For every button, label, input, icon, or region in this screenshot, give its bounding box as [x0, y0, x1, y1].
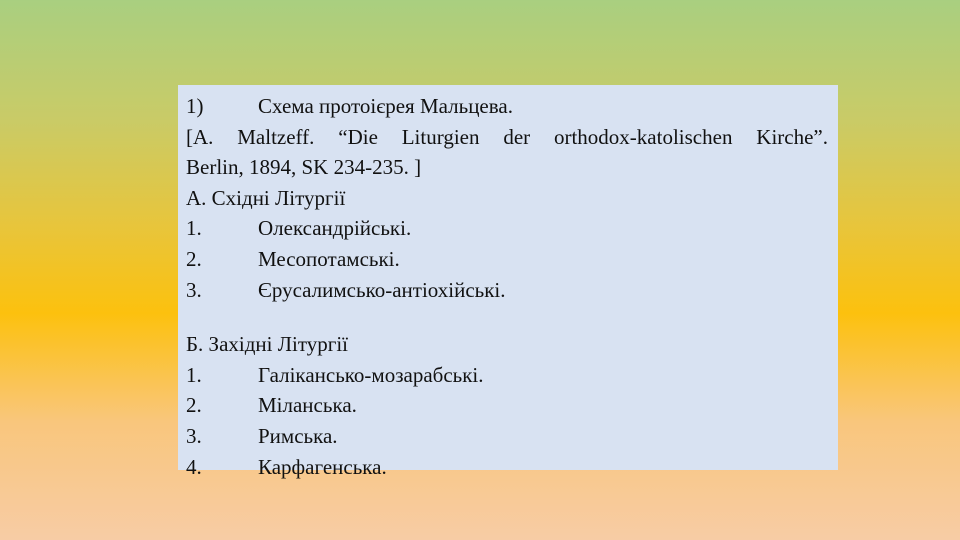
item-text: Міланська. — [258, 393, 357, 418]
source-title: Схема протоієрея Мальцева. — [258, 94, 513, 118]
item-text: Єрусалимсько-антіохійські. — [258, 277, 506, 302]
item-text: Карфагенська. — [258, 454, 387, 479]
item-number: 1. — [186, 362, 202, 387]
western-heading: Б. Західні Літургії — [186, 332, 349, 357]
item-text: Олександрійські. — [258, 216, 412, 241]
item-number: 3. — [186, 277, 202, 302]
section-gap — [186, 305, 828, 329]
citation-line-1: [A. Maltzeff. “Die Liturgien der orthodox-katolischen Kirche”. — [186, 124, 828, 149]
list-item — [186, 244, 828, 275]
item-number: 4. — [186, 454, 202, 479]
list-item — [186, 275, 828, 306]
eastern-heading: А. Східні Літургії — [186, 185, 346, 210]
item-text: Месопотамські. — [258, 246, 400, 271]
item-text: Галікансько-мозарабські. — [258, 362, 484, 387]
item-number: 3. — [186, 423, 202, 448]
content-box — [178, 85, 838, 479]
list-item — [186, 452, 828, 483]
item-number: 2. — [186, 246, 202, 271]
item-text: Римська. — [258, 423, 338, 448]
source-title-line — [186, 91, 828, 122]
list-item — [186, 421, 828, 452]
item-number: 1. — [186, 216, 202, 241]
item-number: 2. — [186, 393, 202, 418]
citation-line-2: Berlin, 1894, SK 234-235. ] — [186, 155, 422, 180]
source-number: 1) — [186, 94, 204, 118]
list-item — [186, 390, 828, 421]
list-item — [186, 360, 828, 391]
list-item — [186, 213, 828, 244]
